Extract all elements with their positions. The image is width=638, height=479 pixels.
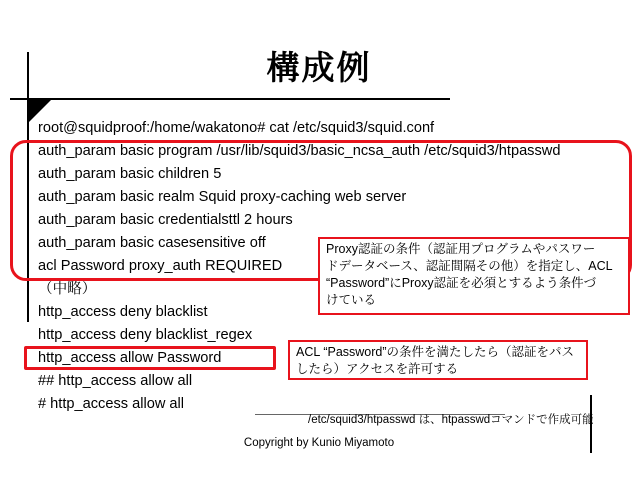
config-line: auth_param basic children 5 <box>38 166 222 182</box>
config-line: http_access deny blacklist_regex <box>38 327 253 343</box>
htpasswd-note: /etc/squid3/htpasswd は、htpasswdコマンドで作成可能 <box>308 414 594 426</box>
config-line: ## http_access allow all <box>38 373 193 389</box>
config-line: auth_param basic realm Squid proxy-caching web server <box>38 189 407 205</box>
callout-line: したら）アクセスを許可する <box>296 362 459 376</box>
config-line: # http_access allow all <box>38 396 185 412</box>
callout-line: “Password”にProxy認証を必須とするよう条件づ <box>326 276 597 290</box>
acl-password-callout <box>288 340 588 380</box>
slide-title: 構成例 <box>266 48 372 87</box>
config-line: auth_param basic casesensitive off <box>38 235 266 251</box>
config-line: http_access allow Password <box>38 350 222 366</box>
allow-password-highlight-box <box>24 346 276 370</box>
config-line: （中略） <box>38 281 97 297</box>
config-line: http_access deny blacklist <box>38 304 208 320</box>
config-line: root@squidproof:/home/wakatono# cat /etc/squid3/squid.conf <box>38 120 435 136</box>
callout-line: ACL “Password”の条件を満たしたら（認証をパス <box>296 345 575 359</box>
proxy-auth-callout <box>318 237 630 315</box>
callout-line: ドデータベース、認証間隔その他）を指定し、ACL <box>326 259 613 273</box>
callout-line: Proxy認証の条件（認証用プログラムやパスワー <box>326 242 596 256</box>
config-line: auth_param basic credentialsttl 2 hours <box>38 212 293 228</box>
config-line: auth_param basic program /usr/lib/squid3/basic_ncsa_auth /etc/squid3/htpasswd <box>38 143 561 159</box>
copyright-footer: Copyright by Kunio Miyamoto <box>243 437 395 449</box>
top-divider-line <box>10 98 450 100</box>
callout-line: けている <box>326 293 377 307</box>
config-line: acl Password proxy_auth REQUIRED <box>38 258 283 274</box>
